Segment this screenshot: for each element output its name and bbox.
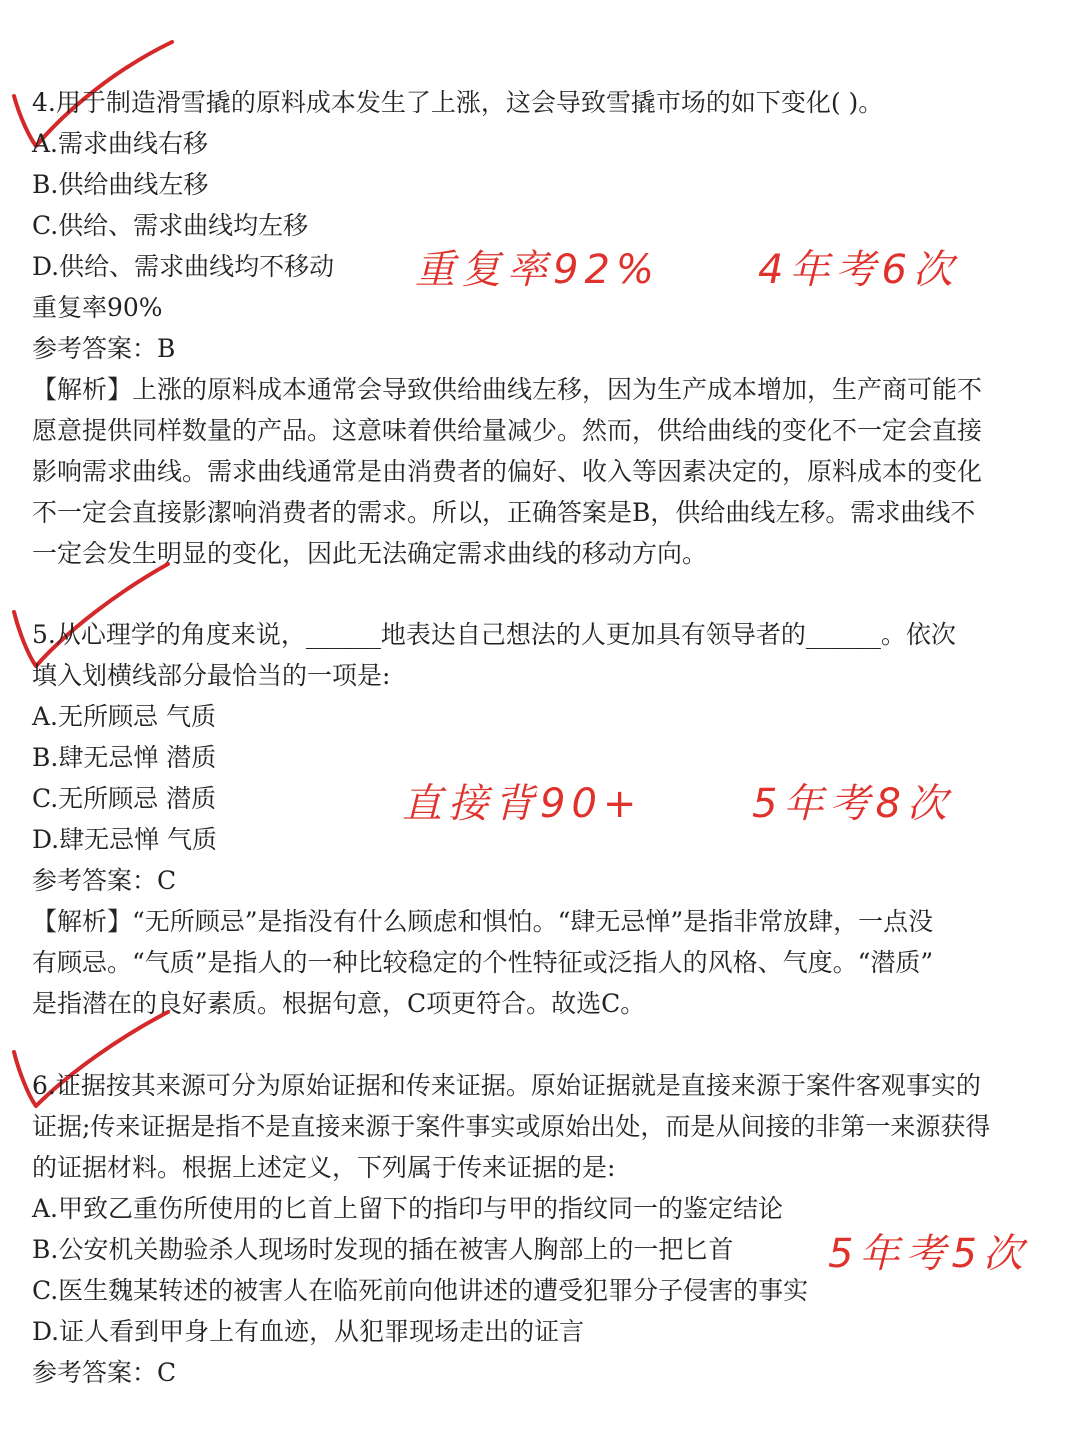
handwritten-note-exam-frequency: 4年考6次: [758, 247, 959, 293]
question-6-option-c: C.医生魏某转述的被害人在临死前向他讲述的遭受犯罪分子侵害的事实: [32, 1276, 809, 1305]
question-5-analysis-line: 有顾忌。“气质”是指人的一种比较稳定的个性特征或泛指人的风格、气度。“潜质”: [32, 948, 934, 977]
question-5-option-d: D.肆无忌惮 气质: [32, 825, 218, 854]
question-6-option-a: A.甲致乙重伤所使用的匕首上留下的指印与甲的指纹同一的鉴定结论: [32, 1194, 784, 1223]
question-5-analysis-line: 是指潜在的良好素质。根据句意，C项更符合。故选C。: [32, 989, 646, 1018]
handwritten-note-exam-frequency: 5年考5次: [828, 1231, 1029, 1277]
question-4-analysis-line: 影响需求曲线。需求曲线通常是由消费者的偏好、收入等因素决定的，原料成本的变化: [32, 457, 983, 486]
question-5-option-a: A.无所顾忌 气质: [32, 702, 216, 731]
question-6-stem: 证据;传来证据是指不是直接来源于案件事实或原始出处，而是从间接的非第一来源获得: [32, 1112, 991, 1141]
question-4-analysis-line: 一定会发生明显的变化，因此无法确定需求曲线的移动方向。: [32, 539, 708, 568]
question-5-option-c: C.无所顾忌 潜质: [32, 784, 217, 813]
question-4-option-c: C.供给、需求曲线均左移: [32, 211, 309, 240]
handwritten-note-memorize: 直接背90+: [402, 781, 643, 827]
question-4-stem: 4.用于制造滑雪撬的原料成本发生了上涨，这会导致雪撬市场的如下变化( )。: [32, 88, 884, 117]
question-4-option-d: D.供给、需求曲线均不移动: [32, 252, 335, 281]
handwritten-note-exam-frequency: 5年考8次: [752, 781, 953, 827]
question-6-answer: 参考答案：C: [32, 1358, 177, 1387]
question-4-analysis-line: 愿意提供同样数量的产品。这意味着供给量减少。然而，供给曲线的变化不一定会直接: [32, 416, 983, 445]
question-4-option-a: A.需求曲线右移: [32, 129, 209, 158]
question-6-option-b: B.公安机关勘验杀人现场时发现的插在被害人胸部上的一把匕首: [32, 1235, 734, 1264]
question-5-stem: 5.从心理学的角度来说，______地表达自己想法的人更加具有领导者的______。依次: [32, 620, 956, 649]
question-6-stem: 的证据材料。根据上述定义，下列属于传来证据的是:: [32, 1153, 616, 1182]
question-6-stem: 6.证据按其来源可分为原始证据和传来证据。原始证据就是直接来源于案件客观事实的: [32, 1071, 981, 1100]
question-4-analysis-line: 【解析】上涨的原料成本通常会导致供给曲线左移，因为生产成本增加，生产商可能不: [32, 375, 983, 404]
question-5-option-b: B.肆无忌惮 潜质: [32, 743, 217, 772]
question-4-repeat-rate: 重复率90%: [32, 293, 163, 322]
question-5-answer: 参考答案：C: [32, 866, 177, 895]
question-4-answer: 参考答案：B: [32, 334, 176, 363]
question-6-option-d: D.证人看到甲身上有血迹，从犯罪现场走出的证言: [32, 1317, 585, 1346]
handwritten-note-repeat-rate: 重复率92%: [415, 247, 660, 293]
question-5-analysis-line: 【解析】“无所顾忌”是指没有什么顾虑和惧怕。“肆无忌惮”是指非常放肆，一点没: [32, 907, 934, 936]
question-4-option-b: B.供给曲线左移: [32, 170, 209, 199]
question-4-analysis-line: 不一定会直接影潔响消费者的需求。所以，正确答案是B，供给曲线左移。需求曲线不: [32, 498, 976, 527]
question-5-stem: 填入划横线部分最恰当的一项是:: [32, 661, 391, 690]
